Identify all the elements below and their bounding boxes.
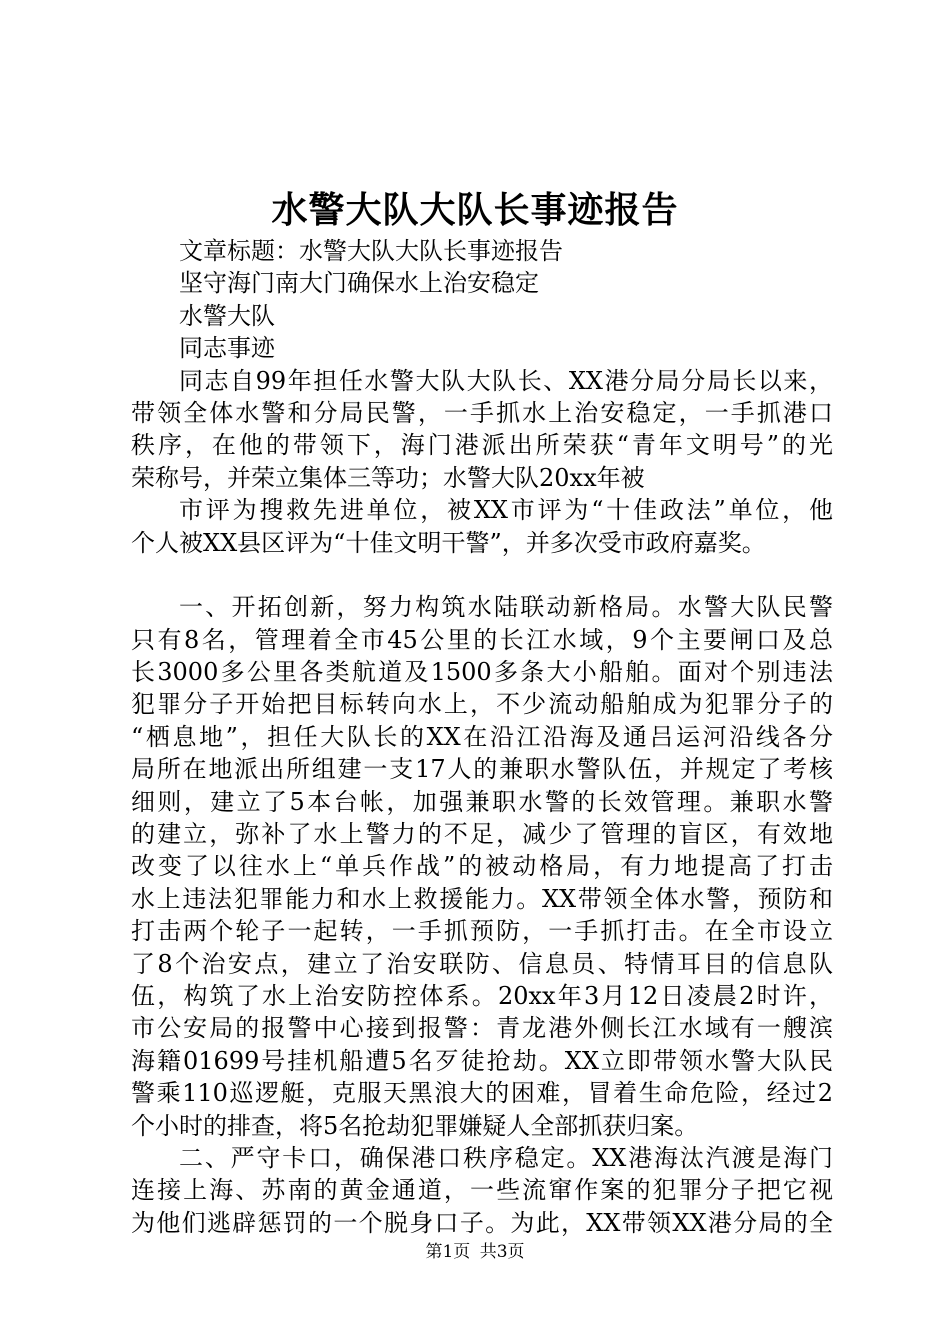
paragraph-line: 二、严守卡口，确保港口秩序稳定。XX港海汰汽渡是海门	[179, 1143, 833, 1172]
intro-line: 同志事迹	[179, 334, 275, 363]
intro-line: 文章标题：水警大队大队长事迹报告	[179, 237, 563, 265]
paragraph-line: 同志自99年担任水警大队大队长、XX港分局分局长以来，	[179, 366, 833, 395]
paragraph-line: 市评为搜救先进单位，被XX市评为“十佳政法”单位，他	[179, 496, 833, 525]
section-paragraph	[131, 1142, 833, 1239]
paragraph-line: 了8个治安点，建立了治安联防、信息员、特情耳目的信息队	[131, 949, 833, 978]
document-body	[131, 235, 833, 1239]
paragraph-line: 秩序，在他的带领下，海门港派出所荣获“青年文明号”的光	[131, 431, 833, 460]
section-paragraph	[131, 591, 833, 1142]
page-footer: 第1页 共3页	[425, 1242, 525, 1262]
paragraph	[131, 494, 833, 559]
paragraph-line: 长3000多公里各类航道及1500多条大小船舶。面对个别违法	[131, 658, 833, 687]
paragraph-line: 为他们逃辟惩罚的一个脱身口子。为此，XX带领XX港分局的全	[131, 1208, 833, 1237]
paragraph-line: 荣称号，并荣立集体三等功；水警大队20xx年被	[131, 463, 645, 492]
paragraph-line: “栖息地”，担任大队长的XX在沿江沿海及通吕运河沿线各分	[131, 722, 833, 751]
paragraph-line: 伍，构筑了水上治安防控体系。20xx年3月12日凌晨2时许，	[131, 981, 833, 1010]
paragraph-line: 海籍01699号挂机船遭5名歹徒抢劫。XX立即带领水警大队民	[131, 1046, 833, 1075]
paragraph-line: 改变了以往水上“单兵作战”的被动格局，有力地提高了打击	[131, 852, 833, 881]
paragraph-line: 打击两个轮子一起转，一手抓预防，一手抓打击。在全市设立	[131, 917, 833, 946]
paragraph-line: 犯罪分子开始把目标转向水上，不少流动船舶成为犯罪分子的	[131, 690, 833, 719]
document-title: 水警大队大队长事迹报告	[271, 189, 679, 231]
paragraph-line: 一、开拓创新，努力构筑水陆联动新格局。水警大队民警	[179, 593, 833, 622]
blank-line	[131, 559, 833, 591]
paragraph-line: 的建立，弥补了水上警力的不足，减少了管理的盲区，有效地	[131, 820, 833, 849]
paragraph-line: 局所在地派出所组建一支17人的兼职水警队伍，并规定了考核	[131, 755, 833, 784]
paragraph-line: 水上违法犯罪能力和水上救援能力。XX带领全体水警，预防和	[131, 884, 833, 913]
intro-line: 坚守海门南大门确保水上治安稳定	[179, 269, 539, 298]
paragraph-line: 只有8名，管理着全市45公里的长江水域，9个主要闸口及总	[131, 625, 833, 654]
intro-line: 水警大队	[179, 301, 275, 330]
paragraph-line: 带领全体水警和分局民警，一手抓水上治安稳定，一手抓港口	[131, 398, 833, 427]
intro-block	[131, 235, 833, 365]
paragraph-line: 个人被XX县区评为“十佳文明干警”，并多次受市政府嘉奖。	[131, 528, 766, 557]
paragraph-line: 连接上海、苏南的黄金通道，一些流窜作案的犯罪分子把它视	[131, 1176, 833, 1205]
paragraph-line: 个小时的排查，将5名抢劫犯罪嫌疑人全部抓获归案。	[131, 1111, 699, 1140]
paragraph-line: 市公安局的报警中心接到报警：青龙港外侧长江水域有一艘滨	[131, 1014, 833, 1043]
paragraph	[131, 365, 833, 495]
paragraph-line: 细则，建立了5本台帐，加强兼职水警的长效管理。兼职水警	[131, 787, 833, 816]
paragraph-line: 警乘110巡逻艇，克服天黑浪大的困难，冒着生命危险，经过2	[131, 1079, 833, 1108]
